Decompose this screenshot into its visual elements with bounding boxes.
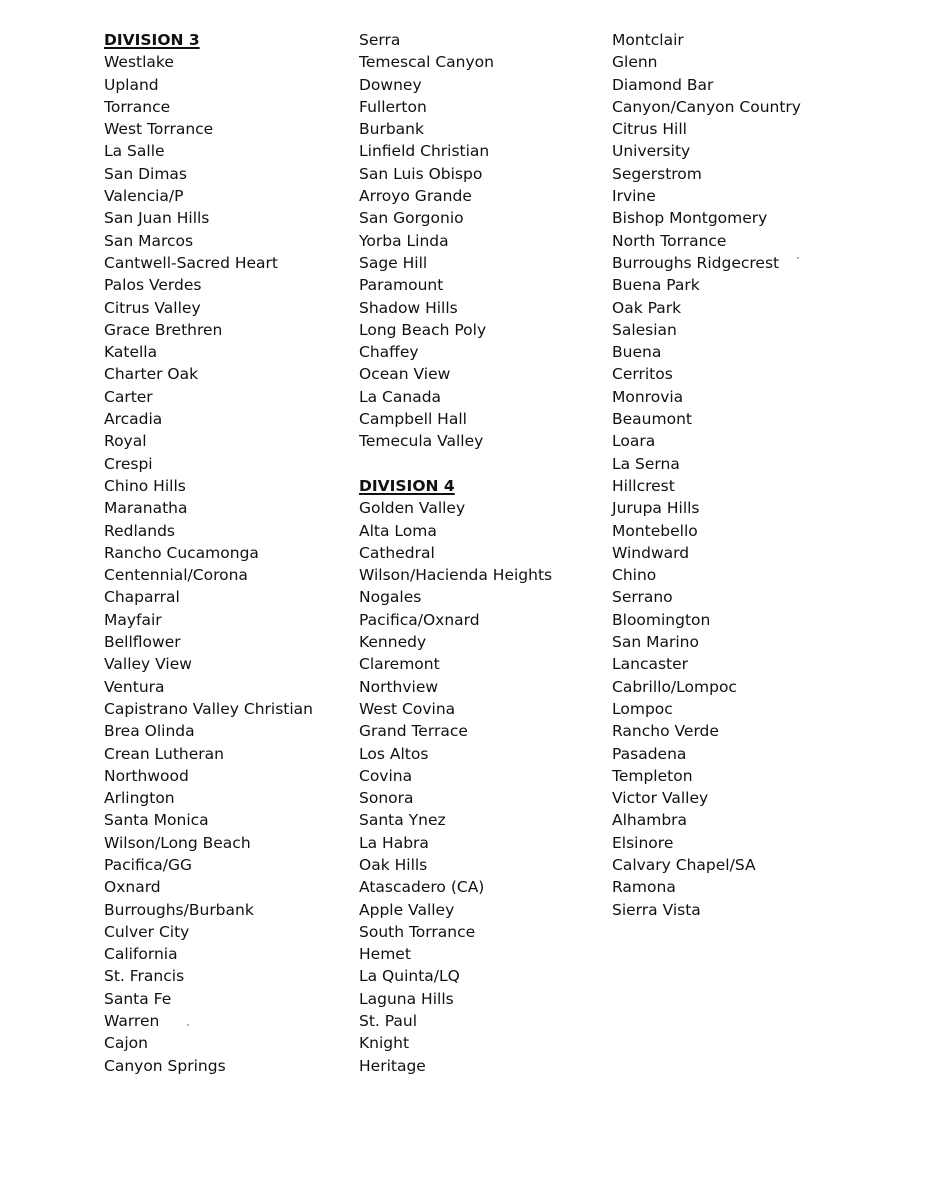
school-name: Ventura xyxy=(104,677,165,696)
school-name: Arroyo Grande xyxy=(359,187,472,206)
section-gap xyxy=(359,453,599,475)
school-name: Santa Monica xyxy=(104,811,209,830)
scan-speck xyxy=(187,1024,189,1026)
school-name: Kennedy xyxy=(359,633,427,652)
scan-speck xyxy=(797,257,799,259)
school-name: Santa Ynez xyxy=(359,811,446,830)
school-name: Centennial/Corona xyxy=(104,566,248,585)
school-name: South Torrance xyxy=(359,922,476,941)
division-heading: DIVISION 3 xyxy=(104,31,200,49)
school-name: Sage Hill xyxy=(359,253,428,272)
school-name: West Torrance xyxy=(104,120,214,139)
school-name: Jurupa Hills xyxy=(612,499,700,518)
column-2 xyxy=(359,29,599,1077)
school-name: Ramona xyxy=(612,878,676,897)
school-name: Montclair xyxy=(612,31,684,49)
school-name: Lompoc xyxy=(612,699,673,718)
school-name: Cantwell-Sacred Heart xyxy=(104,253,278,272)
school-name: Victor Valley xyxy=(612,789,709,808)
school-name: Cerritos xyxy=(612,365,673,384)
school-name: Bloomington xyxy=(612,610,711,629)
school-name: Temecula Valley xyxy=(359,432,484,451)
school-name: Charter Oak xyxy=(104,365,199,384)
school-name: Arcadia xyxy=(104,410,163,429)
division-heading: DIVISION 4 xyxy=(359,476,455,495)
school-name: Cathedral xyxy=(359,543,435,562)
school-name: San Marcos xyxy=(104,231,194,250)
school-name: Northwood xyxy=(104,766,189,785)
school-list xyxy=(612,29,912,921)
school-name: Brea Olinda xyxy=(104,722,195,741)
school-name: Segerstrom xyxy=(612,164,702,183)
school-name: California xyxy=(104,945,178,964)
school-name: Alta Loma xyxy=(359,521,437,540)
school-name: St. Francis xyxy=(104,967,185,986)
school-list xyxy=(104,51,344,1077)
school-name: West Covina xyxy=(359,699,456,718)
school-name: Burroughs/Burbank xyxy=(104,900,254,919)
school-name: Chaffey xyxy=(359,343,419,362)
school-name: Montebello xyxy=(612,521,698,540)
school-name: Pacifica/GG xyxy=(104,855,193,874)
school-name: Northview xyxy=(359,677,439,696)
school-name: San Luis Obispo xyxy=(359,164,483,183)
school-name: Elsinore xyxy=(612,833,674,852)
school-name: Hemet xyxy=(359,945,411,964)
school-name: Linfield Christian xyxy=(359,142,490,161)
school-name: San Juan Hills xyxy=(104,209,210,228)
school-name: Glenn xyxy=(612,53,658,72)
school-name: Hillcrest xyxy=(612,476,675,495)
school-name: North Torrance xyxy=(612,231,727,250)
school-name: Crean Lutheran xyxy=(104,744,224,763)
school-name: Irvine xyxy=(612,187,656,206)
school-name: Burroughs Ridgecrest xyxy=(612,253,780,272)
school-name: Arlington xyxy=(104,789,175,808)
school-name: Long Beach Poly xyxy=(359,320,487,339)
school-name: Crespi xyxy=(104,454,153,473)
school-name: San Dimas xyxy=(104,164,188,183)
school-name: Warren xyxy=(104,1012,160,1031)
school-name: Loara xyxy=(612,432,656,451)
school-name: La Serna xyxy=(612,454,680,473)
school-name: Calvary Chapel/SA xyxy=(612,855,756,874)
school-name: La Quinta/LQ xyxy=(359,967,460,986)
school-name: Temescal Canyon xyxy=(359,53,494,72)
school-name: Citrus Hill xyxy=(612,120,687,139)
school-name: Grace Brethren xyxy=(104,320,223,339)
school-name: Valencia/P xyxy=(104,187,184,206)
school-name: Monrovia xyxy=(612,387,684,406)
school-name: Heritage xyxy=(359,1056,426,1075)
school-name: Rancho Cucamonga xyxy=(104,543,259,562)
school-name: Chino Hills xyxy=(104,476,186,495)
school-name: University xyxy=(612,142,691,161)
school-name: Buena Park xyxy=(612,276,700,295)
school-name: Downey xyxy=(359,75,422,94)
school-name: San Marino xyxy=(612,633,699,652)
school-name: Serrano xyxy=(612,588,673,607)
school-name: Wilson/Hacienda Heights xyxy=(359,566,553,585)
school-name: Valley View xyxy=(104,655,192,674)
school-name: Bishop Montgomery xyxy=(612,209,768,228)
school-name: Burbank xyxy=(359,120,424,139)
school-name: Maranatha xyxy=(104,499,188,518)
school-list xyxy=(359,29,599,453)
school-name: Cabrillo/Lompoc xyxy=(612,677,737,696)
school-name: Claremont xyxy=(359,655,440,674)
column-1 xyxy=(104,29,344,1077)
school-name: La Habra xyxy=(359,833,429,852)
school-name: Sierra Vista xyxy=(612,900,701,919)
school-name: Fullerton xyxy=(359,97,427,116)
school-name: Culver City xyxy=(104,922,190,941)
school-name: St. Paul xyxy=(359,1012,418,1031)
school-name: San Gorgonio xyxy=(359,209,464,228)
school-name: Palos Verdes xyxy=(104,276,202,295)
school-name: Templeton xyxy=(612,766,693,785)
school-name: Royal xyxy=(104,432,147,451)
school-name: Windward xyxy=(612,543,690,562)
school-name: Atascadero (CA) xyxy=(359,878,485,897)
column-3 xyxy=(612,29,912,921)
school-name: Campbell Hall xyxy=(359,410,467,429)
school-name: Canyon Springs xyxy=(104,1056,226,1075)
school-name: Serra xyxy=(359,31,401,49)
school-name: Golden Valley xyxy=(359,499,466,518)
school-name: Wilson/Long Beach xyxy=(104,833,251,852)
school-name: Diamond Bar xyxy=(612,75,714,94)
school-name: Yorba Linda xyxy=(359,231,449,250)
school-name: Paramount xyxy=(359,276,444,295)
school-name: Katella xyxy=(104,343,158,362)
school-name: Carter xyxy=(104,387,153,406)
school-name: Beaumont xyxy=(612,410,692,429)
school-name: Shadow Hills xyxy=(359,298,458,317)
school-name: Sonora xyxy=(359,789,414,808)
school-name: Los Altos xyxy=(359,744,429,763)
school-name: Oak Hills xyxy=(359,855,428,874)
school-name: Pacifica/Oxnard xyxy=(359,610,480,629)
school-name: Westlake xyxy=(104,53,174,72)
school-name: Oxnard xyxy=(104,878,161,897)
school-name: Salesian xyxy=(612,320,677,339)
school-name: Buena xyxy=(612,343,662,362)
school-name: Laguna Hills xyxy=(359,989,454,1008)
school-name: Santa Fe xyxy=(104,989,172,1008)
school-name: Mayfair xyxy=(104,610,162,629)
school-name: Knight xyxy=(359,1034,410,1053)
school-name: Cajon xyxy=(104,1034,148,1053)
school-name: Redlands xyxy=(104,521,175,540)
school-name: Grand Terrace xyxy=(359,722,468,741)
school-name: La Salle xyxy=(104,142,165,161)
school-name: Capistrano Valley Christian xyxy=(104,699,313,718)
school-name: Apple Valley xyxy=(359,900,455,919)
school-name: Oak Park xyxy=(612,298,682,317)
school-name: Canyon/Canyon Country xyxy=(612,97,801,116)
school-name: Citrus Valley xyxy=(104,298,201,317)
school-name: Lancaster xyxy=(612,655,689,674)
school-name: Nogales xyxy=(359,588,422,607)
school-name: La Canada xyxy=(359,387,442,406)
school-list xyxy=(359,497,599,1077)
school-name: Ocean View xyxy=(359,365,451,384)
school-name: Rancho Verde xyxy=(612,722,719,741)
school-name: Pasadena xyxy=(612,744,687,763)
school-name: Bellflower xyxy=(104,633,181,652)
school-name: Upland xyxy=(104,75,159,94)
school-name: Chino xyxy=(612,566,657,585)
school-name: Chaparral xyxy=(104,588,180,607)
school-name: Covina xyxy=(359,766,413,785)
school-name: Alhambra xyxy=(612,811,688,830)
school-name: Torrance xyxy=(104,97,171,116)
